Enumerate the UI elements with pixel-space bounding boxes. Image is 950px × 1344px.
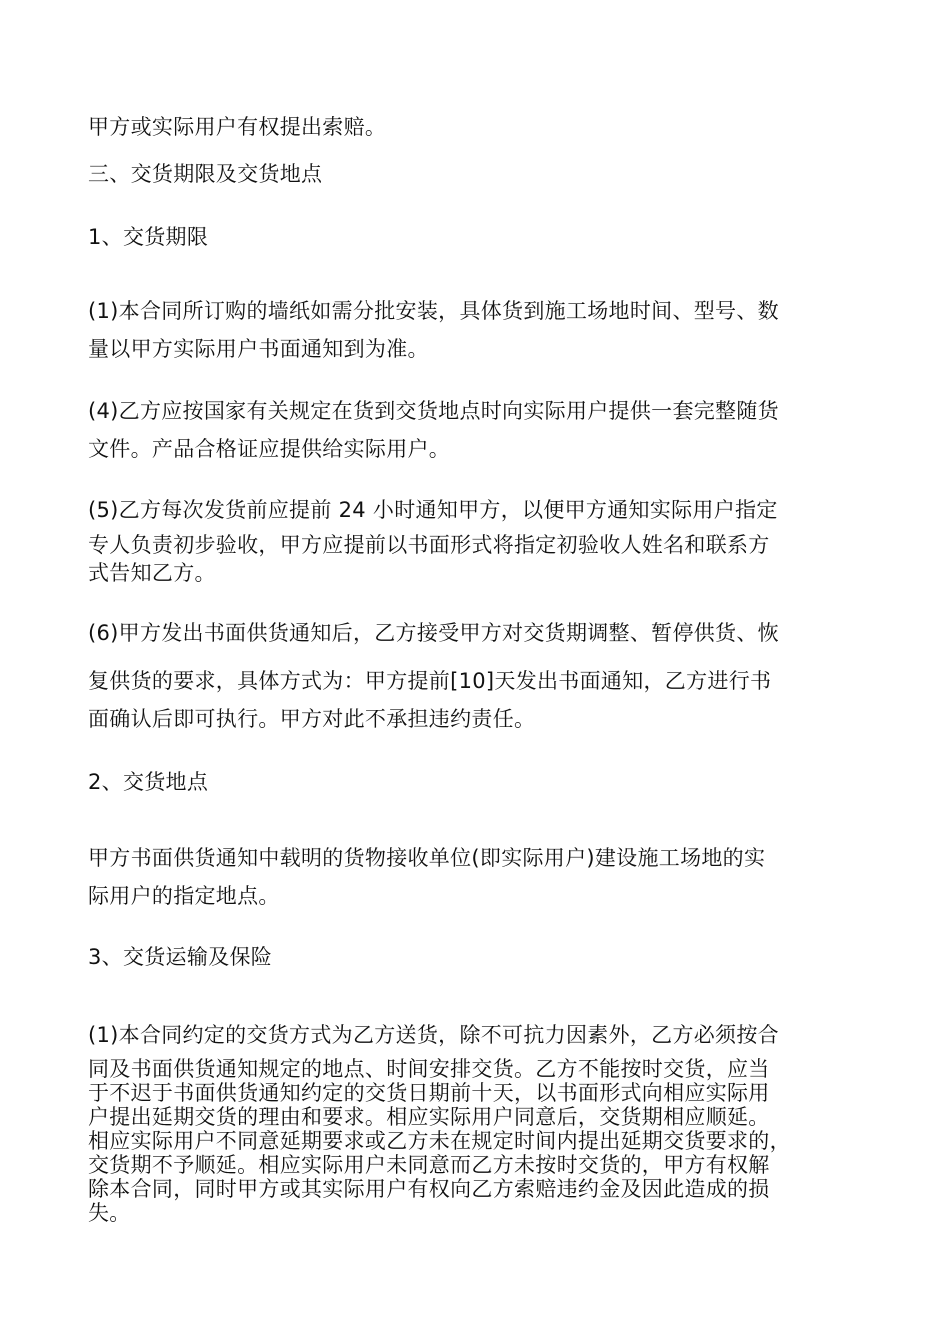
paragraph-claim xyxy=(88,108,866,146)
paragraph-item-5 xyxy=(88,491,866,585)
paragraph-item-1 xyxy=(88,292,866,368)
text-line: 文件。产品合格证应提供给实际用户。 xyxy=(88,437,451,461)
paragraph-location xyxy=(88,839,866,915)
text-line: 专人负责初步验收，甲方应提前以书面形式将指定初验收人姓名和联系方 xyxy=(88,533,770,557)
text-line: 三、交货期限及交货地点 xyxy=(88,162,323,186)
text-line: 户提出延期交货的理由和要求。相应实际用户同意后，交货期相应顺延。 xyxy=(88,1105,770,1129)
text-line: (4)乙方应按国家有关规定在货到交货地点时向实际用户提供一套完整随货 xyxy=(88,399,779,423)
text-line: 除本合同，同时甲方或其实际用户有权向乙方索赔违约金及因此造成的损 xyxy=(88,1177,770,1201)
subheading-transport-insurance xyxy=(88,938,866,976)
text-line: 甲方或实际用户有权提出索赔。 xyxy=(88,115,387,139)
text-line: 2、交货地点 xyxy=(88,770,209,794)
text-line: 同及书面供货通知规定的地点、时间安排交货。乙方不能按时交货，应当 xyxy=(88,1057,770,1081)
text-line: 1、交货期限 xyxy=(88,225,209,249)
text-line: 际用户的指定地点。 xyxy=(88,884,280,908)
paragraph-transport xyxy=(88,1013,866,1225)
paragraph-item-4 xyxy=(88,392,866,468)
paragraph-item-6 xyxy=(88,614,866,738)
text-line: 交货期不予顺延。相应实际用户未同意而乙方未按时交货的，甲方有权解 xyxy=(88,1153,770,1177)
subheading-delivery-period xyxy=(88,218,866,256)
text-line: (5)乙方每次发货前应提前 24 小时通知甲方，以便甲方通知实际用户指定 xyxy=(88,498,778,522)
text-line: (1)本合同所订购的墙纸如需分批安装，具体货到施工场地时间、型号、数 xyxy=(88,299,779,323)
text-line: 甲方书面供货通知中载明的货物接收单位(即实际用户)建设施工场地的实 xyxy=(88,846,766,870)
text-line: 相应实际用户不同意延期要求或乙方未在规定时间内提出延期交货要求的， xyxy=(88,1129,791,1153)
text-line: (6)甲方发出书面供货通知后，乙方接受甲方对交货期调整、暂停供货、恢 xyxy=(88,621,779,645)
text-line: 式告知乙方。 xyxy=(88,561,216,585)
text-line: 于不迟于书面供货通知约定的交货日期前十天，以书面形式向相应实际用 xyxy=(88,1081,770,1105)
text-line: (1)本合同约定的交货方式为乙方送货，除不可抗力因素外，乙方必须按合 xyxy=(88,1023,779,1047)
subheading-delivery-location xyxy=(88,763,866,801)
text-line: 复供货的要求，具体方式为：甲方提前[10]天发出书面通知，乙方进行书 xyxy=(88,669,772,693)
text-line: 3、交货运输及保险 xyxy=(88,945,273,969)
text-line: 面确认后即可执行。甲方对此不承担违约责任。 xyxy=(88,707,536,731)
text-line: 失。 xyxy=(88,1201,131,1225)
section-heading-delivery xyxy=(88,155,866,193)
text-line: 量以甲方实际用户书面通知到为准。 xyxy=(88,337,429,361)
